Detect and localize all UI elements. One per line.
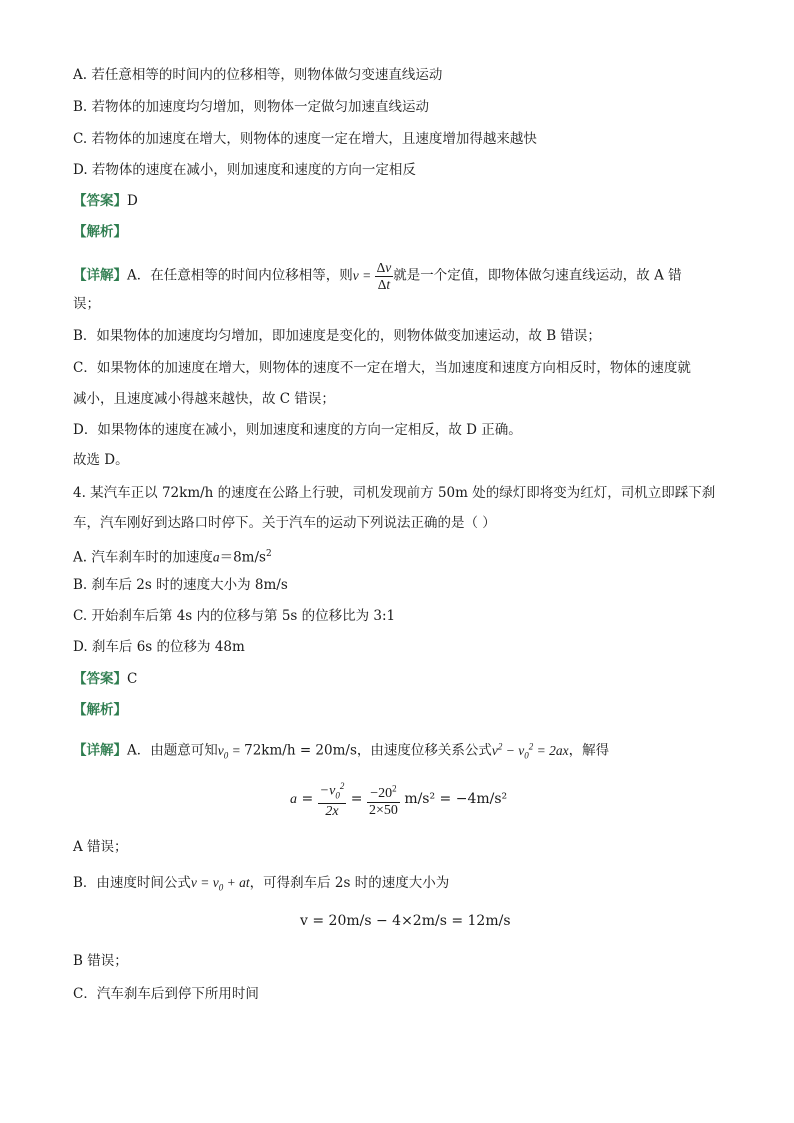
q3-detail-c2: 减小，且速度减小得越来越快，故 C 错误； <box>73 391 335 407</box>
q4-detail-b: B．由速度时间公式$v = v_0$ + at，可得刹车后 2s 时的速度大小为 <box>73 875 450 893</box>
q4-detail-a: 【详解】A．由题意可知$v_0 = 72km/h = 20m/s$，由速度位移关系公式$v^2 - v_0^2 = 2ax$，解得 <box>73 741 610 761</box>
q3-detail-c1: C．如果物体的加速度在增大，则物体的速度不一定在增大，当加速度和速度方向相反时，物体的速度就 <box>73 360 691 376</box>
q3-analysis-tag: 【解析】 <box>73 224 127 240</box>
q4-detail-c: C．汽车刹车后到停下所用时间 <box>73 986 259 1002</box>
q3-answer <box>73 192 138 210</box>
q3-option-c: C. 若物体的加速度在增大，则物体的速度一定在增大，且速度增加得越来越快 <box>73 131 537 147</box>
q4-option-d: D. 刹车后 6s 的位移为 48m <box>73 639 245 655</box>
q3-conclusion: 故选 D。 <box>73 452 129 468</box>
q4-stem-2: 车，汽车刚好到达路口时停下。关于汽车的运动下列说法正确的是（ ） <box>73 515 496 531</box>
q3-option-d: D. 若物体的速度在减小，则加速度和速度的方向一定相反 <box>73 162 416 178</box>
q3-detail-d: D．如果物体的速度在减小，则加速度和速度的方向一定相反，故 D 正确。 <box>73 422 522 438</box>
q4-a-wrong: A 错误； <box>73 839 128 855</box>
velocity-fraction: v = $\frac{\Delta v}{\Delta t}$ <box>352 260 392 292</box>
q4-option-c: C. 开始刹车后第 4s 内的位移与第 5s 的位移比为 3:1 <box>73 608 396 624</box>
q3-option-a: A. 若任意相等的时间内的位移相等，则物体做匀变速直线运动 <box>73 67 443 83</box>
q4-option-a: A. 汽车刹车时的加速度$a=8m/s^2$ <box>73 549 272 566</box>
q4-b-wrong: B 错误； <box>73 953 128 969</box>
q4-analysis-tag: 【解析】 <box>73 702 127 718</box>
detail-tag: 【详解】 <box>73 267 127 284</box>
q4-stem-1: 4. 某汽车正以 72km/h 的速度在公路上行驶，司机发现前方 50m 处的绿灯即将变为红灯，司机立即踩下刹 <box>73 485 716 501</box>
q3-option-b: B. 若物体的加速度均匀增加，则物体一定做匀加速直线运动 <box>73 99 430 115</box>
answer-tag: 【答案】 <box>73 193 127 209</box>
equation-velocity: v = 20m/s − 4×2m/s = 12m/s <box>300 913 511 929</box>
q3-detail-b: B．如果物体的加速度均匀增加，即加速度是变化的，则物体做变加速运动，故 B 错误； <box>73 328 601 344</box>
equation-acceleration: a = $\frac{-v_0^2}{2x}$ = $\frac{-20^2}{2\times 50}$ m/s² = −4m/s² <box>290 778 507 820</box>
q4-option-b: B. 刹车后 2s 时的速度大小为 8m/s <box>73 577 288 593</box>
answer-value: D <box>127 193 138 209</box>
q4-answer: 【答案】C <box>73 671 138 687</box>
v0-value: 72km/h = 20m/s <box>244 742 357 759</box>
velocity-time-formula: $v = v_0$ + at <box>190 875 250 893</box>
velocity-displacement-formula: $v^2 - v_0^2 = 2ax$ <box>491 741 569 761</box>
q3-detail-a-cont: 误； <box>73 296 100 312</box>
q3-detail-a: 【详解】A．在任意相等的时间内位移相等，则v = $\frac{\Delta v}{\Delta t}$ 就是一个定值，即物体做匀速直线运动，故 A 错 <box>73 260 682 292</box>
